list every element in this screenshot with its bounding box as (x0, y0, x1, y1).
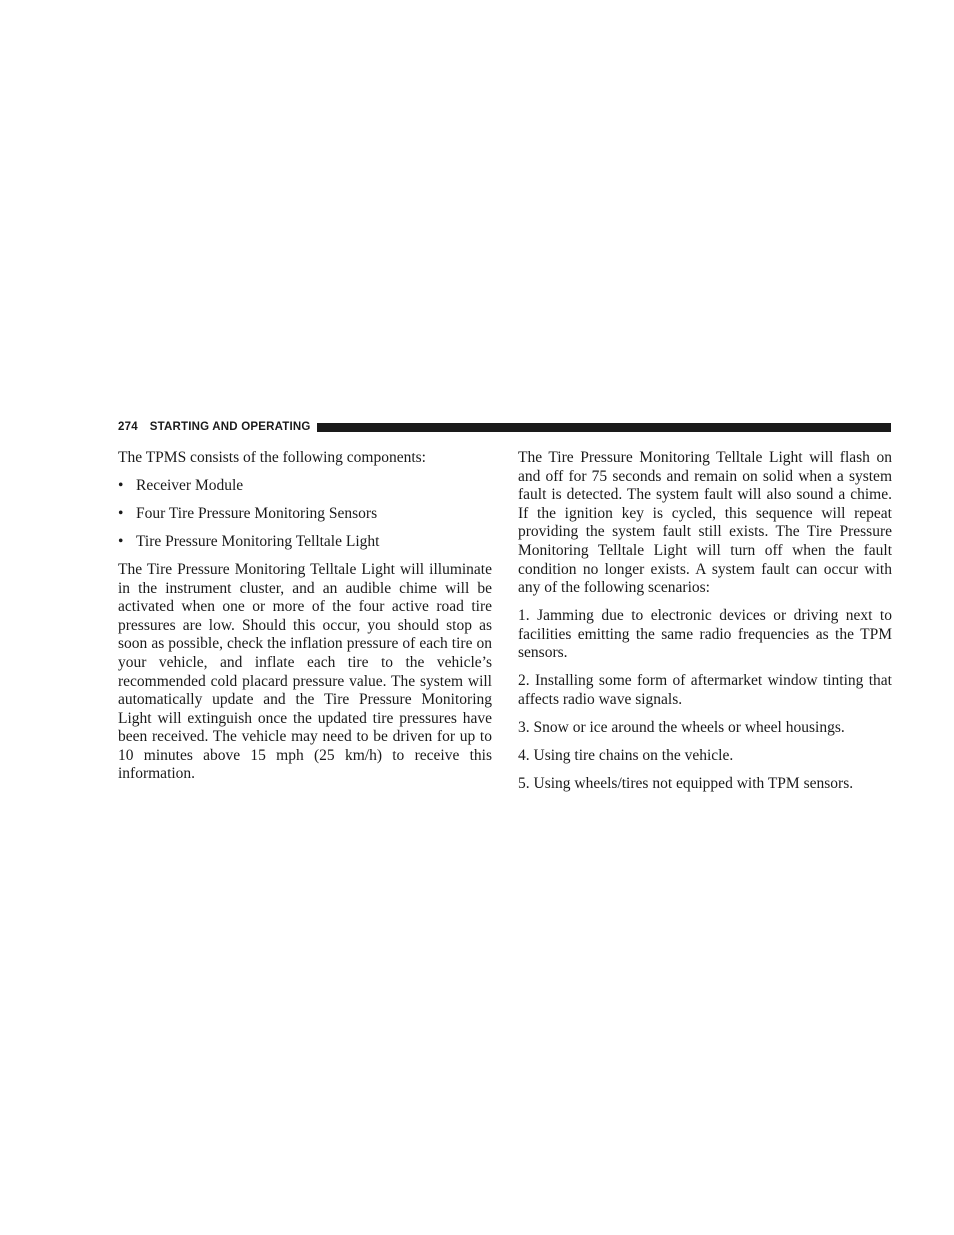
list-item: 5. Using wheels/tires not equipped with TPM sensors. (518, 774, 854, 792)
list-item: 2. Installing some form of aftermarket window tinting that affects radio wave signals. (518, 672, 892, 708)
page-number: 274 (118, 421, 138, 433)
list-item-text: Receiver Module (136, 476, 244, 494)
header-rule (317, 423, 891, 432)
section-title: STARTING AND OPERATING (149, 421, 311, 433)
list-item-text: Four Tire Pressure Monitoring Sensors (136, 504, 378, 522)
list-item: 1. Jamming due to electronic devices or driving next to facilities emitting the same radio frequencies as the TPM sensors. (518, 607, 892, 662)
bullet-icon: • (118, 532, 124, 550)
list-item-text: Tire Pressure Monitoring Telltale Light (136, 532, 380, 550)
components-list (118, 477, 492, 552)
list-item (118, 505, 492, 524)
list-item: 4. Using tire chains on the vehicle. (518, 746, 734, 764)
fault-scenarios-list (518, 607, 892, 793)
list-item (118, 477, 492, 496)
list-item (118, 533, 492, 552)
page-header (118, 419, 891, 435)
right-column (518, 449, 892, 803)
left-column (118, 449, 492, 793)
list-item: 3. Snow or ice around the wheels or wheel housings. (518, 718, 845, 736)
bullet-icon: • (118, 504, 124, 522)
bullet-icon: • (118, 476, 124, 494)
system-fault-paragraph: The Tire Pressure Monitoring Telltale Light will flash on and off for 75 seconds and remain on solid when a system fault is detected. The system fault will also sound a chime. If the ignition key is cycled, this sequence will repeat providing the system fault still exists. The Tire Pressure Monitoring Telltale Light will turn off when the fault condition no longer exists. A system fault can occur with any of the following scenarios: (518, 449, 892, 597)
components-intro: The TPMS consists of the following components: (118, 449, 426, 466)
telltale-light-paragraph: The Tire Pressure Monitoring Telltale Light will illuminate in the instrument cluster, and an audible chime will be activated when one or more of the four active road tire pressures are low. Should this occur, you should stop as soon as possible, check the inflation pressure of each tire on your vehicle, and inflate each tire to the vehicle’s recommended cold placard pressure value. The system will automatically update and the Tire Pressure Monitoring Light will extinguish once the updated tire pressures have been received. The vehicle may need to be driven for up to 10 minutes above 15 mph (25 km/h) to receive this information. (118, 560, 492, 783)
